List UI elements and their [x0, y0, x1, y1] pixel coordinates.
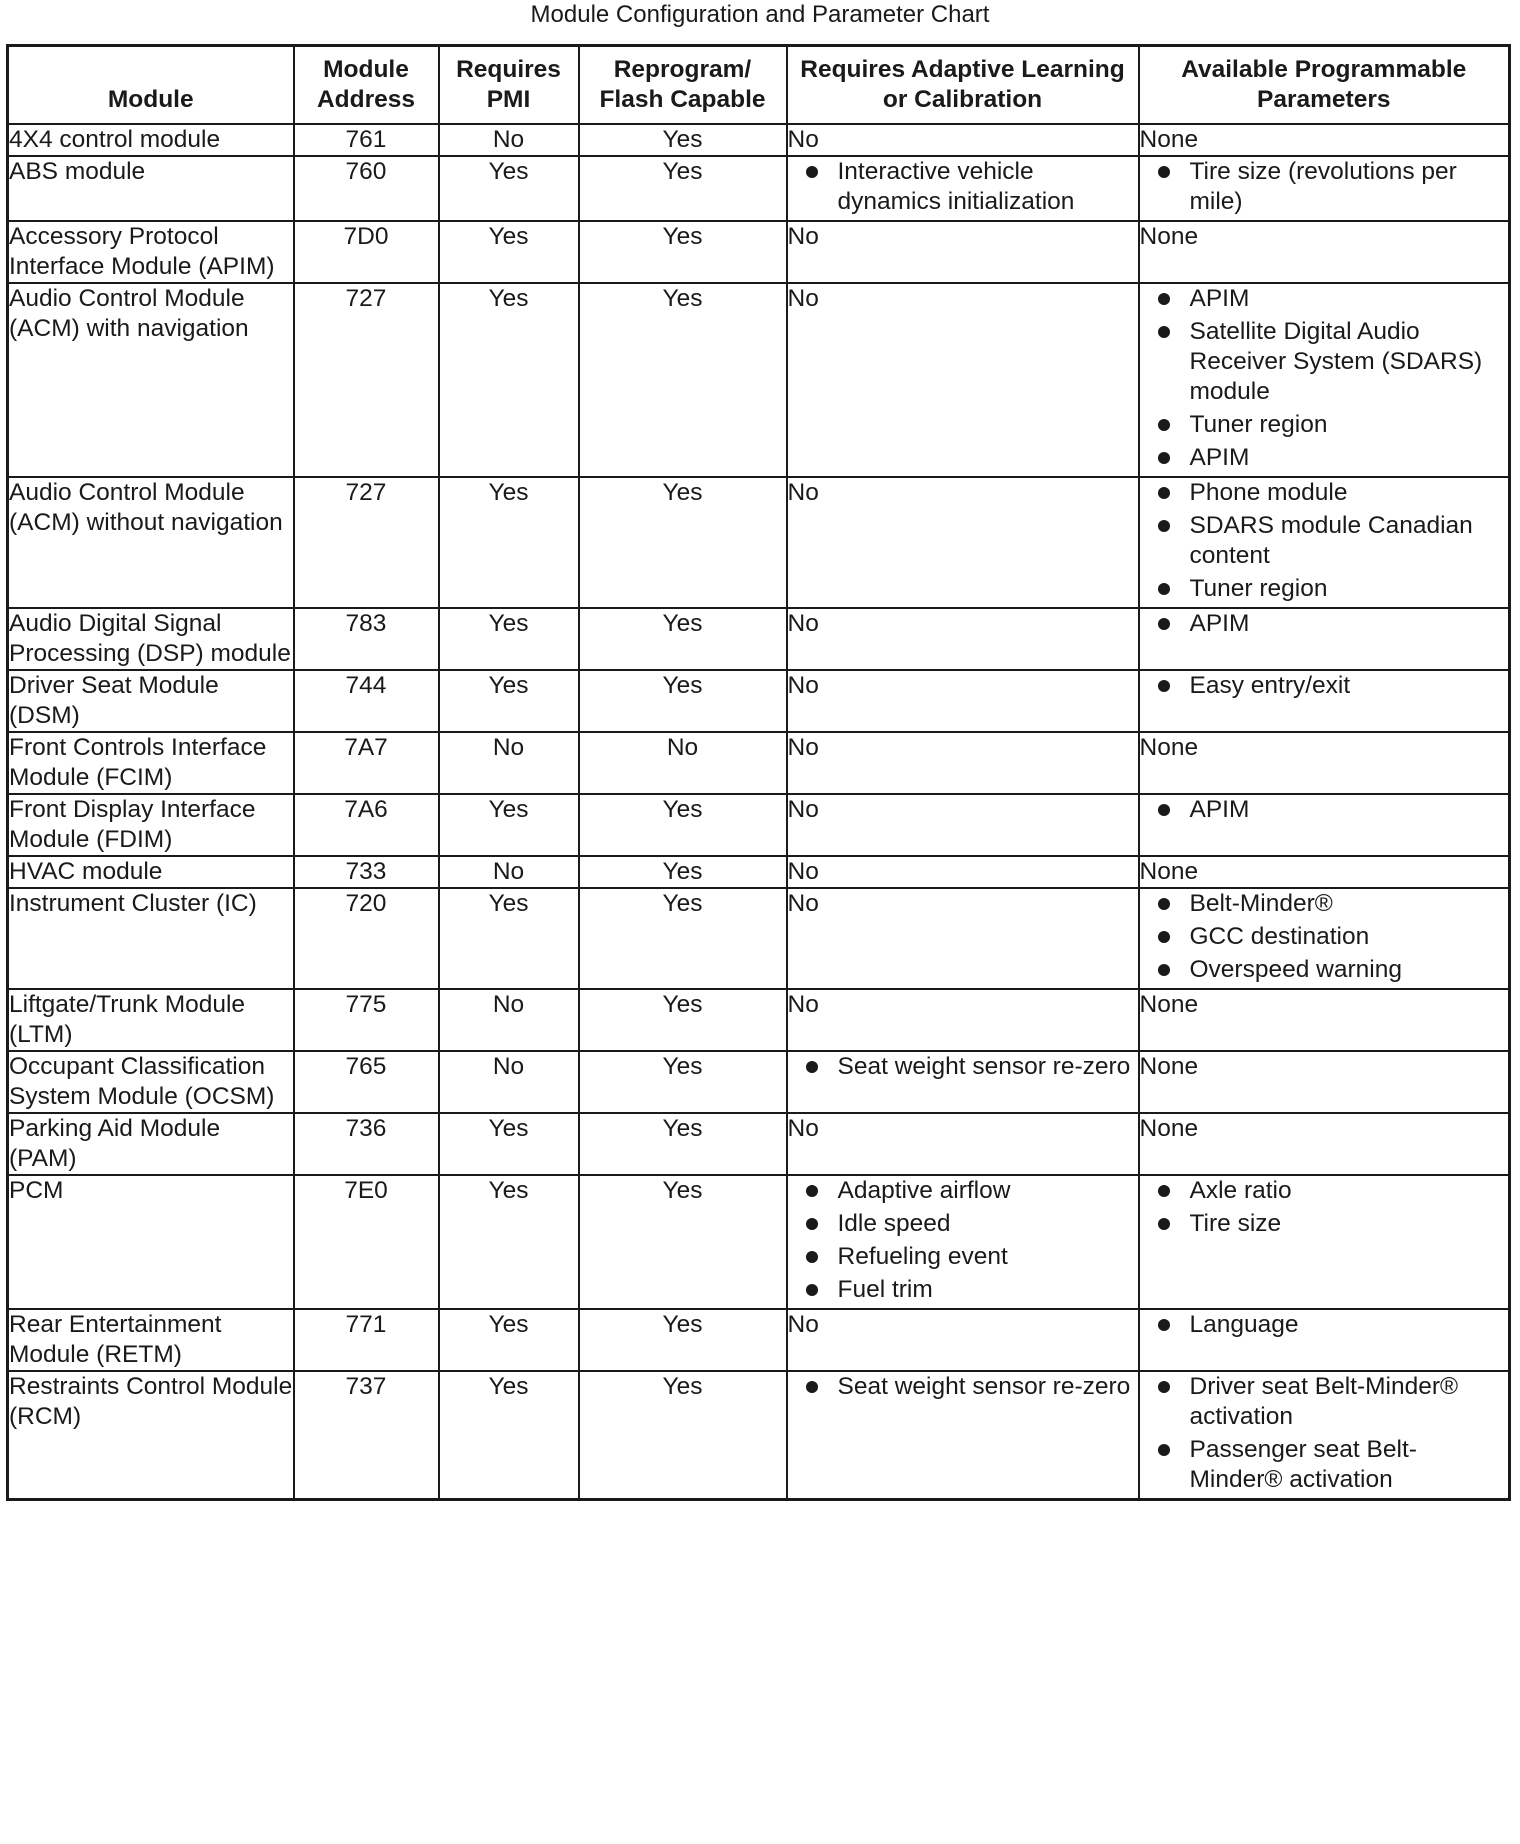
module-address-cell: 736	[294, 1113, 439, 1175]
adaptive-learning-cell-text: No	[787, 223, 819, 250]
flash-capable-cell: Yes	[579, 1371, 787, 1500]
flash-capable-cell: Yes	[579, 794, 787, 856]
requires-pmi-cell: Yes	[439, 1113, 579, 1175]
module-name-cell: Audio Control Module (ACM) with navigation	[8, 283, 294, 477]
adaptive-learning-cell-text: No	[787, 672, 819, 699]
module-name-cell: Parking Aid Module (PAM)	[8, 1113, 294, 1175]
programmable-parameters-cell-list	[1140, 157, 1509, 217]
programmable-parameters-cell	[1139, 477, 1510, 608]
flash-capable-cell: Yes	[579, 124, 787, 156]
programmable-parameters-cell-list	[1140, 1372, 1509, 1495]
module-address-cell: 7D0	[294, 221, 439, 283]
adaptive-learning-cell	[787, 856, 1139, 888]
programmable-parameters-cell-list	[1140, 671, 1509, 701]
module-name-cell: Audio Control Module (ACM) without navigation	[8, 477, 294, 608]
column-header-requires-pmi: Requires PMI	[439, 46, 579, 125]
requires-pmi-cell: Yes	[439, 888, 579, 989]
table-body	[8, 124, 1510, 1500]
programmable-parameters-cell	[1139, 794, 1510, 856]
flash-capable-cell: Yes	[579, 670, 787, 732]
module-address-cell: 7A7	[294, 732, 439, 794]
adaptive-learning-cell	[787, 888, 1139, 989]
flash-capable-cell: Yes	[579, 1309, 787, 1371]
programmable-parameters-cell	[1139, 732, 1510, 794]
programmable-parameters-cell-text: None	[1139, 223, 1199, 250]
adaptive-learning-cell-text: No	[787, 734, 819, 761]
table-row	[8, 1113, 1510, 1175]
page-title: Module Configuration and Parameter Chart	[530, 1, 990, 28]
adaptive-learning-cell-list	[788, 1052, 1138, 1082]
adaptive-learning-cell-text: No	[787, 1115, 819, 1142]
requires-pmi-cell: No	[439, 1051, 579, 1113]
module-name-cell: Audio Digital Signal Processing (DSP) module	[8, 608, 294, 670]
flash-capable-cell: Yes	[579, 477, 787, 608]
programmable-parameters-cell-text: None	[1139, 1115, 1199, 1142]
requires-pmi-cell: Yes	[439, 794, 579, 856]
module-address-cell: 727	[294, 477, 439, 608]
programmable-parameters-cell	[1139, 124, 1510, 156]
programmable-parameters-cell-text: None	[1139, 858, 1199, 885]
programmable-parameters-cell-text: None	[1139, 991, 1199, 1018]
adaptive-learning-cell	[787, 1371, 1139, 1500]
requires-pmi-cell: Yes	[439, 221, 579, 283]
module-name-cell: PCM	[8, 1175, 294, 1309]
adaptive-learning-cell-list	[788, 157, 1138, 217]
programmable-parameters-cell-text: None	[1139, 126, 1199, 153]
flash-capable-cell: Yes	[579, 156, 787, 221]
module-configuration-table	[6, 44, 1511, 1501]
adaptive-learning-cell	[787, 608, 1139, 670]
table-row	[8, 1309, 1510, 1371]
list-item: Adaptive airflow	[788, 1176, 1138, 1206]
table-row	[8, 283, 1510, 477]
module-address-cell: 7E0	[294, 1175, 439, 1309]
list-item: Satellite Digital Audio Receiver System (SDARS) module	[1140, 317, 1509, 407]
module-address-cell: 733	[294, 856, 439, 888]
module-name-cell: Rear Entertainment Module (RETM)	[8, 1309, 294, 1371]
list-item: APIM	[1140, 443, 1509, 473]
requires-pmi-cell: No	[439, 124, 579, 156]
flash-capable-cell: Yes	[579, 989, 787, 1051]
list-item: Seat weight sensor re-zero	[788, 1052, 1138, 1082]
table-row	[8, 794, 1510, 856]
table-row	[8, 670, 1510, 732]
table-row	[8, 156, 1510, 221]
table-row	[8, 989, 1510, 1051]
adaptive-learning-cell-list	[788, 1372, 1138, 1402]
table-row	[8, 1051, 1510, 1113]
list-item: Fuel trim	[788, 1275, 1138, 1305]
adaptive-learning-cell-text: No	[787, 796, 819, 823]
list-item: Refueling event	[788, 1242, 1138, 1272]
module-address-cell: 760	[294, 156, 439, 221]
programmable-parameters-cell	[1139, 856, 1510, 888]
list-item: Tire size (revolutions per mile)	[1140, 157, 1509, 217]
adaptive-learning-cell-text: No	[787, 126, 819, 153]
adaptive-learning-cell	[787, 283, 1139, 477]
adaptive-learning-cell	[787, 989, 1139, 1051]
programmable-parameters-cell	[1139, 1371, 1510, 1500]
adaptive-learning-cell-text: No	[787, 1311, 819, 1338]
list-item: Passenger seat Belt-Minder® activation	[1140, 1435, 1509, 1495]
flash-capable-cell: Yes	[579, 283, 787, 477]
flash-capable-cell: Yes	[579, 1051, 787, 1113]
adaptive-learning-cell-text: No	[787, 285, 819, 312]
programmable-parameters-cell	[1139, 670, 1510, 732]
module-address-cell: 771	[294, 1309, 439, 1371]
module-name-cell: 4X4 control module	[8, 124, 294, 156]
table-row	[8, 477, 1510, 608]
adaptive-learning-cell	[787, 156, 1139, 221]
module-address-cell: 765	[294, 1051, 439, 1113]
module-address-cell: 783	[294, 608, 439, 670]
adaptive-learning-cell-text: No	[787, 479, 819, 506]
table-row	[8, 221, 1510, 283]
table-header-row	[8, 46, 1510, 125]
module-name-cell: Accessory Protocol Interface Module (APIM)	[8, 221, 294, 283]
module-address-cell: 720	[294, 888, 439, 989]
programmable-parameters-cell-list	[1140, 609, 1509, 639]
requires-pmi-cell: Yes	[439, 1371, 579, 1500]
requires-pmi-cell: No	[439, 856, 579, 888]
column-header-reprogram-flash-capable: Reprogram/ Flash Capable	[579, 46, 787, 125]
list-item: SDARS module Canadian content	[1140, 511, 1509, 571]
table-row	[8, 608, 1510, 670]
requires-pmi-cell: Yes	[439, 283, 579, 477]
list-item: Seat weight sensor re-zero	[788, 1372, 1138, 1402]
programmable-parameters-cell-list	[1140, 889, 1509, 985]
list-item: APIM	[1140, 609, 1509, 639]
adaptive-learning-cell	[787, 221, 1139, 283]
flash-capable-cell: Yes	[579, 221, 787, 283]
module-address-cell: 727	[294, 283, 439, 477]
programmable-parameters-cell	[1139, 608, 1510, 670]
requires-pmi-cell: No	[439, 989, 579, 1051]
list-item: Idle speed	[788, 1209, 1138, 1239]
list-item: Driver seat Belt-Minder® activation	[1140, 1372, 1509, 1432]
requires-pmi-cell: Yes	[439, 156, 579, 221]
requires-pmi-cell: Yes	[439, 1309, 579, 1371]
list-item: Overspeed warning	[1140, 955, 1509, 985]
flash-capable-cell: Yes	[579, 888, 787, 989]
list-item: Interactive vehicle dynamics initialization	[788, 157, 1138, 217]
module-address-cell: 775	[294, 989, 439, 1051]
programmable-parameters-cell-list	[1140, 1176, 1509, 1239]
requires-pmi-cell: No	[439, 732, 579, 794]
adaptive-learning-cell-text: No	[787, 610, 819, 637]
requires-pmi-cell: Yes	[439, 477, 579, 608]
module-name-cell: HVAC module	[8, 856, 294, 888]
adaptive-learning-cell	[787, 1051, 1139, 1113]
programmable-parameters-cell-text: None	[1139, 1053, 1199, 1080]
table-row	[8, 1371, 1510, 1500]
table-row	[8, 856, 1510, 888]
requires-pmi-cell: Yes	[439, 608, 579, 670]
adaptive-learning-cell-text: No	[787, 991, 819, 1018]
list-item: Tuner region	[1140, 574, 1509, 604]
programmable-parameters-cell	[1139, 221, 1510, 283]
module-address-cell: 744	[294, 670, 439, 732]
adaptive-learning-cell	[787, 732, 1139, 794]
list-item: APIM	[1140, 284, 1509, 314]
module-name-cell: Instrument Cluster (IC)	[8, 888, 294, 989]
table-row	[8, 1175, 1510, 1309]
programmable-parameters-cell-list	[1140, 795, 1509, 825]
programmable-parameters-cell	[1139, 1113, 1510, 1175]
requires-pmi-cell: Yes	[439, 1175, 579, 1309]
adaptive-learning-cell-text: No	[787, 890, 819, 917]
module-name-cell: ABS module	[8, 156, 294, 221]
programmable-parameters-cell	[1139, 888, 1510, 989]
adaptive-learning-cell	[787, 1309, 1139, 1371]
flash-capable-cell: No	[579, 732, 787, 794]
module-address-cell: 737	[294, 1371, 439, 1500]
module-address-cell: 7A6	[294, 794, 439, 856]
flash-capable-cell: Yes	[579, 1113, 787, 1175]
programmable-parameters-cell	[1139, 1309, 1510, 1371]
table-row	[8, 124, 1510, 156]
programmable-parameters-cell	[1139, 156, 1510, 221]
adaptive-learning-cell	[787, 670, 1139, 732]
module-name-cell: Occupant Classification System Module (OCSM)	[8, 1051, 294, 1113]
requires-pmi-cell: Yes	[439, 670, 579, 732]
adaptive-learning-cell-text: No	[787, 858, 819, 885]
programmable-parameters-cell-list	[1140, 1310, 1509, 1340]
module-name-cell: Restraints Control Module (RCM)	[8, 1371, 294, 1500]
list-item: Tire size	[1140, 1209, 1509, 1239]
module-name-cell: Driver Seat Module (DSM)	[8, 670, 294, 732]
list-item: Easy entry/exit	[1140, 671, 1509, 701]
adaptive-learning-cell	[787, 794, 1139, 856]
list-item: Belt-Minder®	[1140, 889, 1509, 919]
adaptive-learning-cell	[787, 124, 1139, 156]
list-item: APIM	[1140, 795, 1509, 825]
flash-capable-cell: Yes	[579, 1175, 787, 1309]
programmable-parameters-cell-list	[1140, 478, 1509, 604]
column-header-module-address: Module Address	[294, 46, 439, 125]
list-item: GCC destination	[1140, 922, 1509, 952]
module-name-cell: Liftgate/Trunk Module (LTM)	[8, 989, 294, 1051]
list-item: Axle ratio	[1140, 1176, 1509, 1206]
programmable-parameters-cell	[1139, 283, 1510, 477]
module-name-cell: Front Display Interface Module (FDIM)	[8, 794, 294, 856]
flash-capable-cell: Yes	[579, 856, 787, 888]
module-name-cell: Front Controls Interface Module (FCIM)	[8, 732, 294, 794]
programmable-parameters-cell	[1139, 1051, 1510, 1113]
programmable-parameters-cell-list	[1140, 284, 1509, 473]
programmable-parameters-cell	[1139, 989, 1510, 1051]
table-row	[8, 732, 1510, 794]
adaptive-learning-cell-list	[788, 1176, 1138, 1305]
flash-capable-cell: Yes	[579, 608, 787, 670]
column-header-available-parameters: Available Programmable Parameters	[1139, 46, 1510, 125]
list-item: Phone module	[1140, 478, 1509, 508]
list-item: Language	[1140, 1310, 1509, 1340]
adaptive-learning-cell	[787, 477, 1139, 608]
adaptive-learning-cell	[787, 1113, 1139, 1175]
programmable-parameters-cell-text: None	[1139, 734, 1199, 761]
adaptive-learning-cell	[787, 1175, 1139, 1309]
list-item: Tuner region	[1140, 410, 1509, 440]
programmable-parameters-cell	[1139, 1175, 1510, 1309]
column-header-requires-adaptive-learning: Requires Adaptive Learning or Calibration	[787, 46, 1139, 125]
table-row	[8, 888, 1510, 989]
column-header-module: Module	[8, 46, 294, 125]
module-address-cell: 761	[294, 124, 439, 156]
